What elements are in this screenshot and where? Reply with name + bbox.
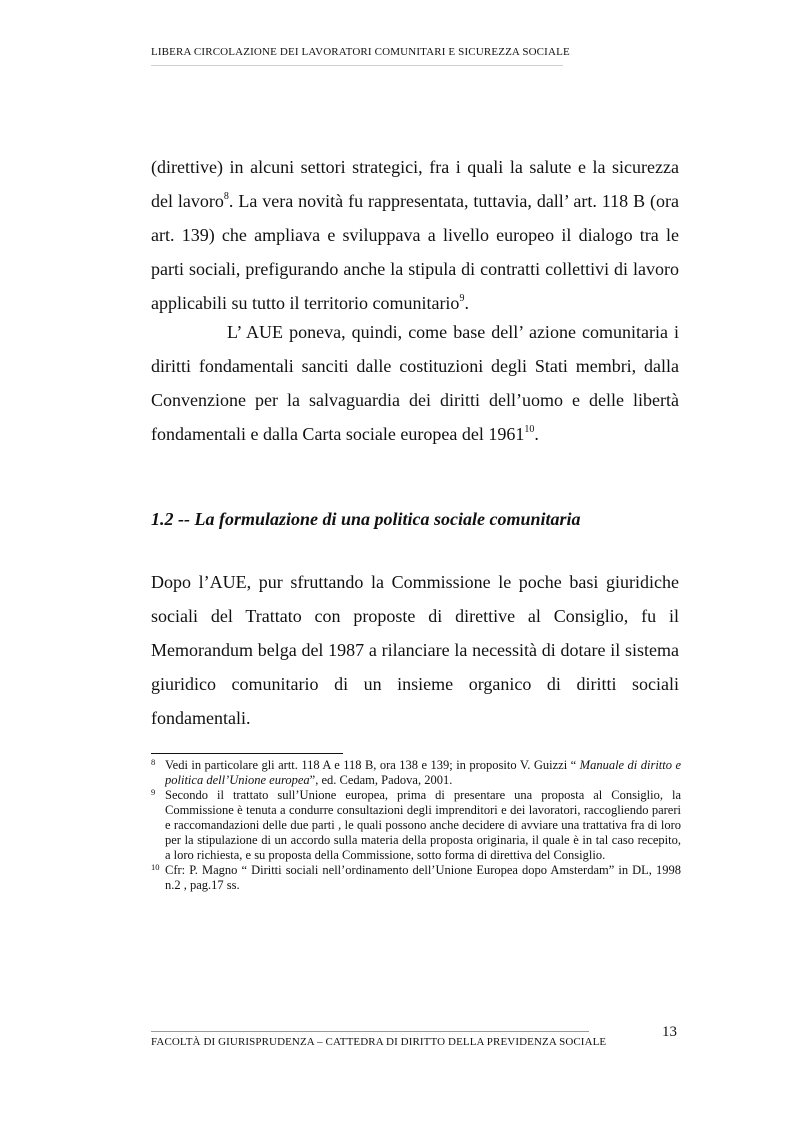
footnote-number: 10: [151, 862, 160, 872]
page-number: 13: [662, 1024, 677, 1040]
paragraph-text: L’ AUE poneva, quindi, come base dell’ azione comunitaria i diritti fondamentali sanciti dalle costituzioni degli Stati membri, dalla Convenzione per la salvaguardia dei diritti dell’uomo e delle libertà fondamentali e dalla Carta sociale europea del 1961: [151, 322, 679, 444]
footer-divider: [151, 1031, 589, 1032]
footnote-text: Secondo il trattato sull’Unione europea, prima di presentare una proposta al Consiglio, la Commissione è tenuta a condurre consultazioni degli imprenditori e dei lavoratori, raccogliendo pareri e raccomandazioni delle due parti , le quali possono anche decidere di avviare una trattativa fra di loro per la stipulazione di un accordo sulla materia della proposta originaria, il quale è in tal caso recepito, a loro richiesta, e su proposta della Commissione, sotto forma di direttiva del Consiglio.: [165, 788, 681, 862]
footnote-divider: [151, 753, 343, 754]
footnote-text: Cfr: P. Magno “ Diritti sociali nell’ordinamento dell’Unione Europea dopo Amsterdam” in DL, 1998 n.2 , pag.17 ss.: [165, 863, 681, 892]
body-paragraph-1: [151, 150, 679, 320]
footnote-number: 8: [151, 757, 156, 767]
paragraph-text: (direttive) in alcuni settori strategici, fra i quali la salute e la sicurezza del lavoro: [151, 157, 679, 211]
footnote-text: Vedi in particolare gli artt. 118 A e 118 B, ora 138 e 139; in proposito V. Guizzi “: [165, 758, 580, 772]
section-heading: 1.2 -- La formulazione di una politica sociale comunitaria: [151, 509, 581, 529]
footnote-text: ”, ed. Cedam, Padova, 2001.: [309, 773, 453, 787]
footnote-reference-9[interactable]: 9: [459, 293, 465, 304]
footnote-number: 9: [151, 787, 156, 797]
footnote-reference-10[interactable]: 10: [524, 424, 535, 435]
paragraph-text: .: [534, 424, 539, 444]
body-paragraph-3: Dopo l’AUE, pur sfruttando la Commissione le poche basi giuridiche sociali del Trattato con proposte di direttive al Consiglio, fu il Memorandum belga del 1987 a rilanciare la necessità di dotare il sistema giuridico comunitario di un insieme organico di diritti sociali fondamentali.: [151, 572, 679, 728]
footnote-9: [151, 788, 681, 863]
footnotes: [151, 758, 681, 893]
header-divider: [151, 65, 563, 66]
footnote-8: [151, 758, 681, 788]
paragraph-text: .: [464, 293, 469, 313]
running-header: LIBERA CIRCOLAZIONE DEI LAVORATORI COMUNITARI E SICUREZZA SOCIALE: [151, 46, 570, 58]
footnote-reference-8[interactable]: 8: [223, 191, 229, 202]
body-paragraph-2: [151, 315, 679, 451]
running-footer: FACOLTÀ DI GIURISPRUDENZA – CATTEDRA DI DIRITTO DELLA PREVIDENZA SOCIALE: [151, 1036, 607, 1048]
paragraph-text: . La vera novità fu rappresentata, tuttavia, dall’ art. 118 B (ora art. 139) che ampliava e sviluppava a livello europeo il dialogo tra le parti sociali, prefigurando anche la stipula di contratti collettivi di lavoro applicabili su tutto il territorio comunitario: [151, 191, 679, 313]
footnote-10: [151, 863, 681, 893]
footnote-book-title: Manuale di diritto e politica dell’Unione europea: [165, 758, 681, 787]
